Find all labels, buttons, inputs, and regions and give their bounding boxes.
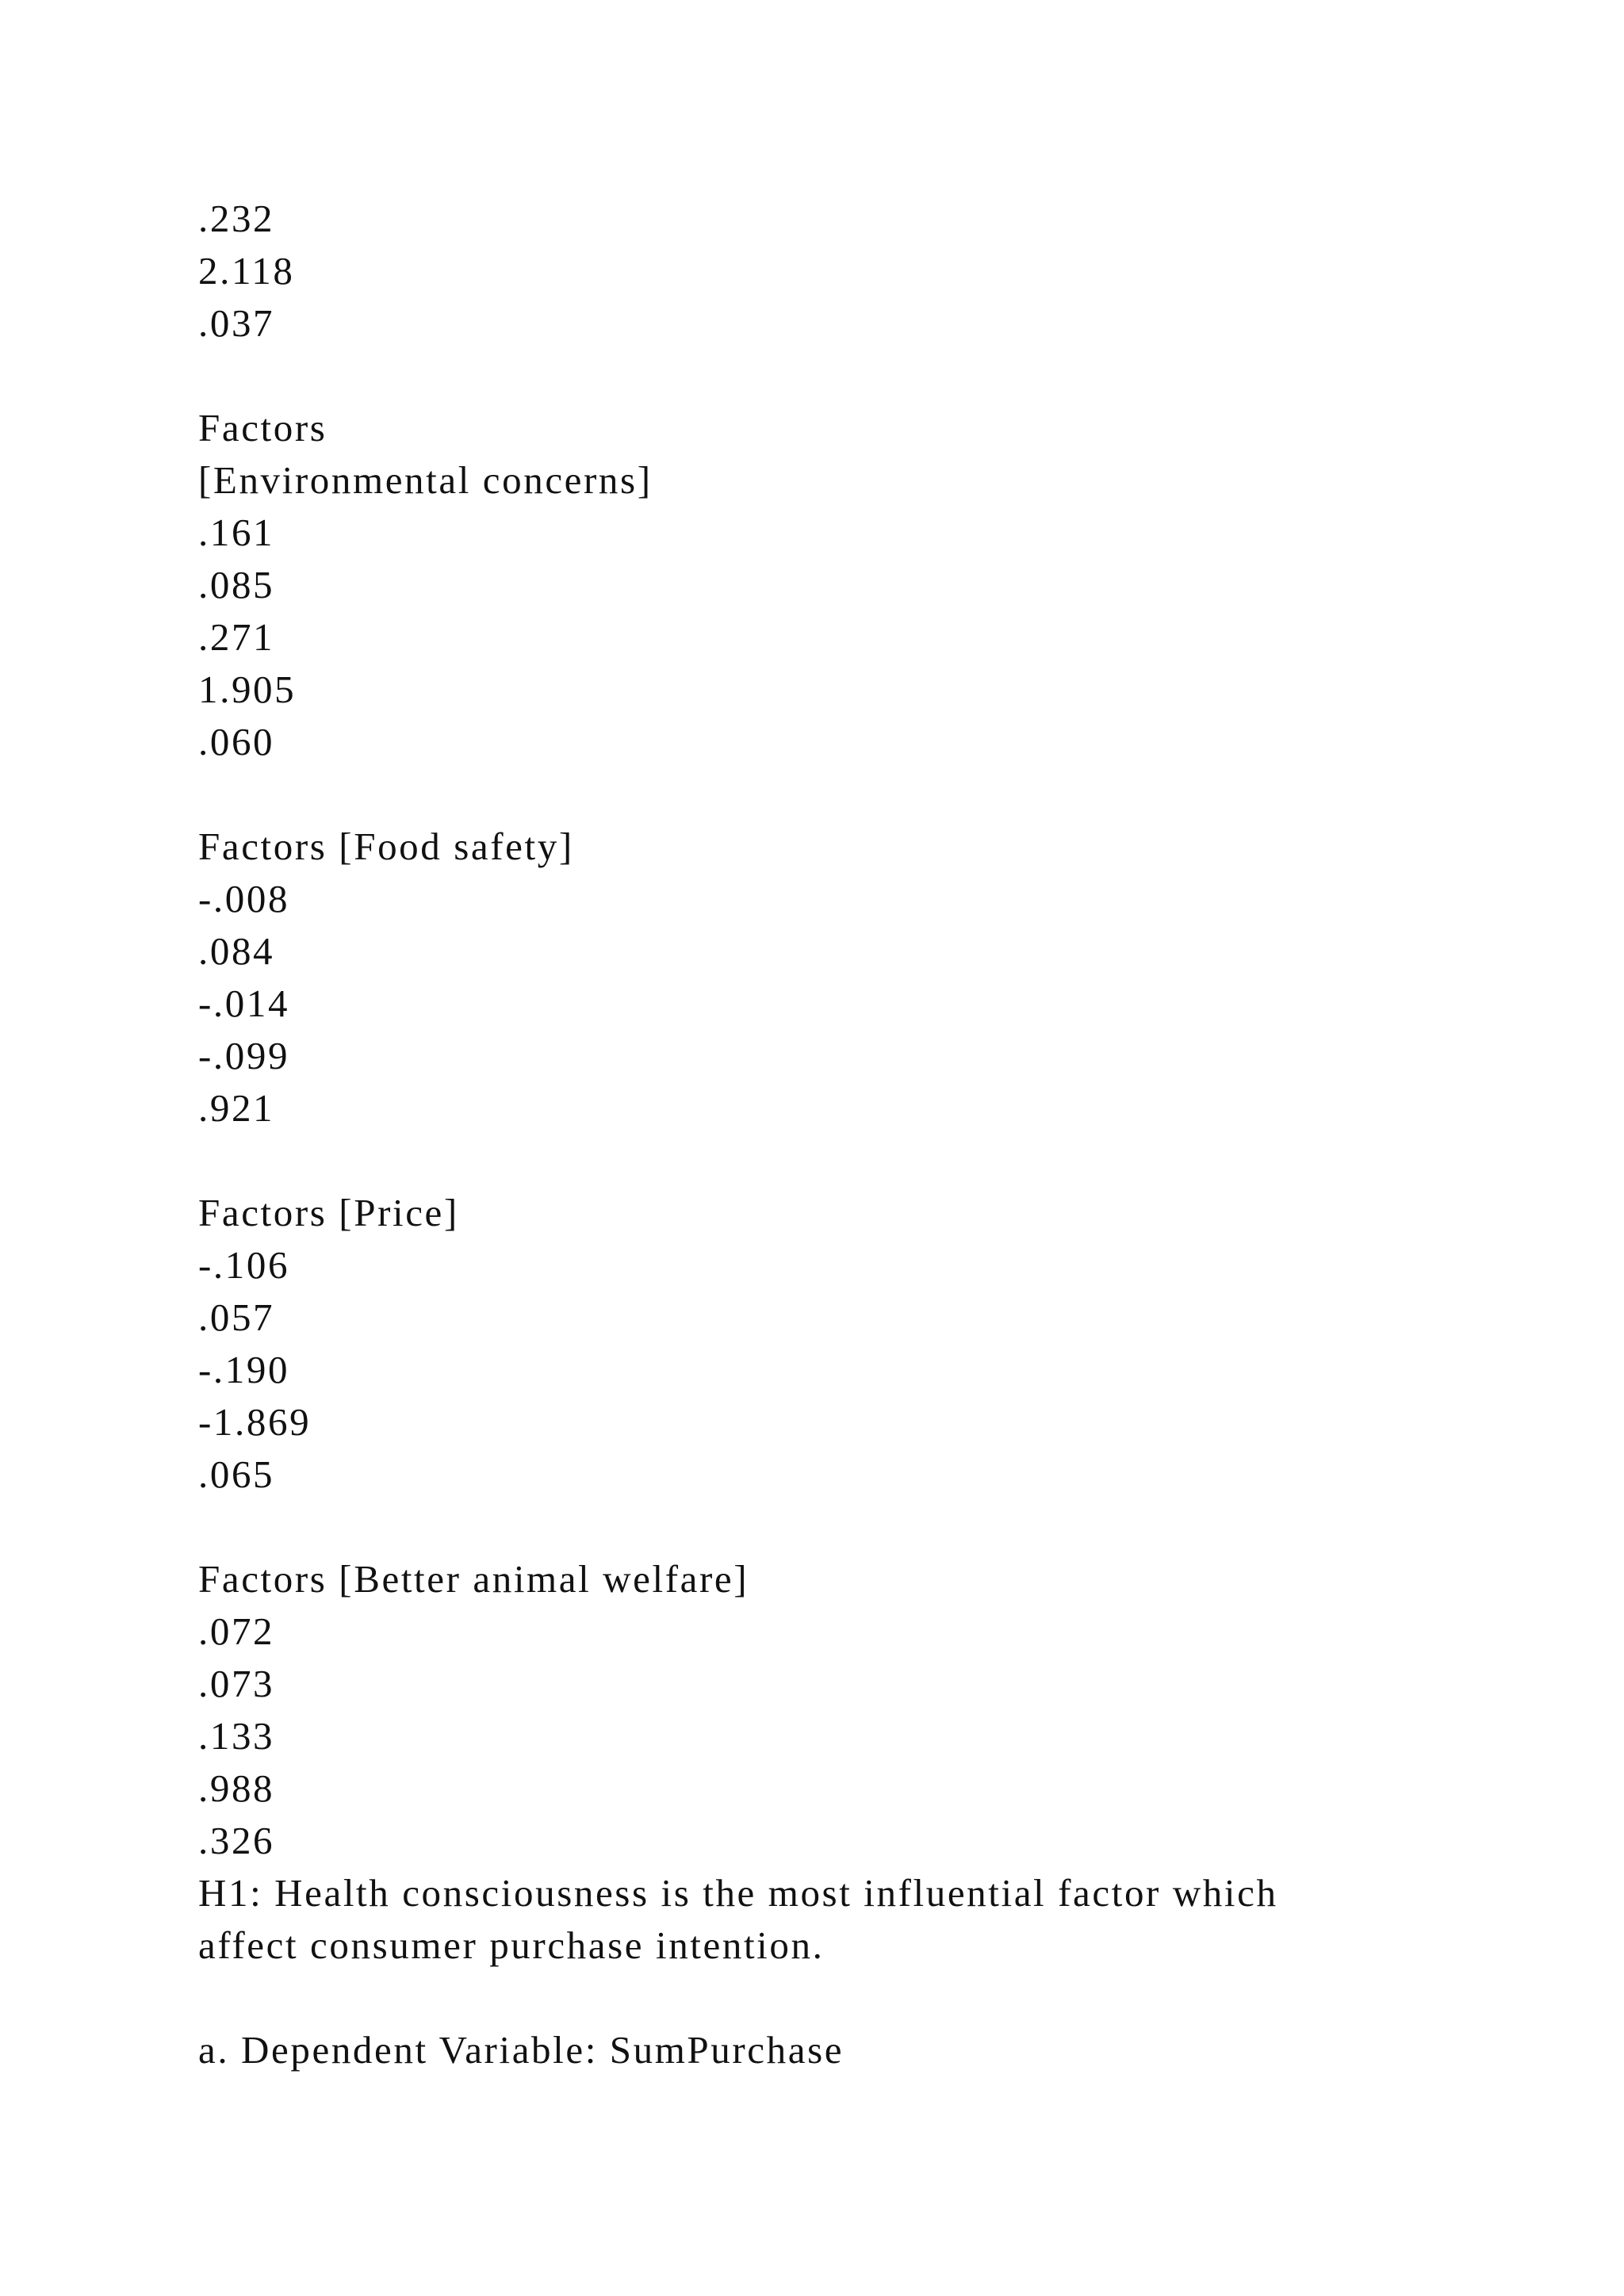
value-line: .085 — [198, 563, 275, 607]
section-environmental-concerns — [198, 402, 1546, 768]
section-heading: Factors [Food safety] — [198, 825, 574, 868]
document-content — [198, 193, 1546, 2076]
blank-line — [198, 768, 1546, 821]
value-line: .232 — [198, 197, 275, 240]
value-line: -.106 — [198, 1243, 290, 1287]
dependent-variable-footnote: a. Dependent Variable: SumPurchase — [198, 2028, 845, 2072]
section-heading: [Environmental concerns] — [198, 458, 653, 502]
value-line: -1.869 — [198, 1400, 312, 1444]
value-line: .988 — [198, 1766, 275, 1810]
section-food-safety — [198, 821, 1546, 1135]
value-line: 1.905 — [198, 668, 297, 711]
section-animal-welfare — [198, 1553, 1546, 1867]
value-line: .921 — [198, 1086, 275, 1130]
value-line: 2.118 — [198, 249, 295, 293]
value-line: .065 — [198, 1452, 275, 1496]
value-line: .060 — [198, 720, 275, 763]
section-price — [198, 1187, 1546, 1501]
value-line: .037 — [198, 301, 275, 345]
hypothesis-line: H1: Health consciousness is the most influential factor which — [198, 1871, 1278, 1915]
section-heading: Factors [Price] — [198, 1191, 459, 1234]
value-line: .161 — [198, 511, 275, 554]
hypothesis-line: affect consumer purchase intention. — [198, 1923, 825, 1967]
section-heading: Factors [Better animal welfare] — [198, 1557, 749, 1601]
value-line: .133 — [198, 1714, 275, 1758]
value-line: .072 — [198, 1609, 275, 1653]
top-values-block — [198, 193, 1546, 350]
value-line: -.014 — [198, 982, 290, 1025]
blank-line — [198, 1972, 1546, 2024]
hypothesis-paragraph — [198, 1867, 1546, 1972]
footnote-block — [198, 2024, 1546, 2076]
value-line: -.099 — [198, 1034, 290, 1077]
blank-line — [198, 1501, 1546, 1553]
value-line: .084 — [198, 929, 275, 973]
value-line: -.190 — [198, 1348, 290, 1391]
value-line: .073 — [198, 1662, 275, 1705]
blank-line — [198, 1135, 1546, 1187]
value-line: .057 — [198, 1295, 275, 1339]
value-line: .271 — [198, 615, 275, 659]
section-heading: Factors — [198, 406, 327, 450]
value-line: -.008 — [198, 877, 290, 920]
blank-line — [198, 350, 1546, 402]
value-line: .326 — [198, 1819, 275, 1862]
